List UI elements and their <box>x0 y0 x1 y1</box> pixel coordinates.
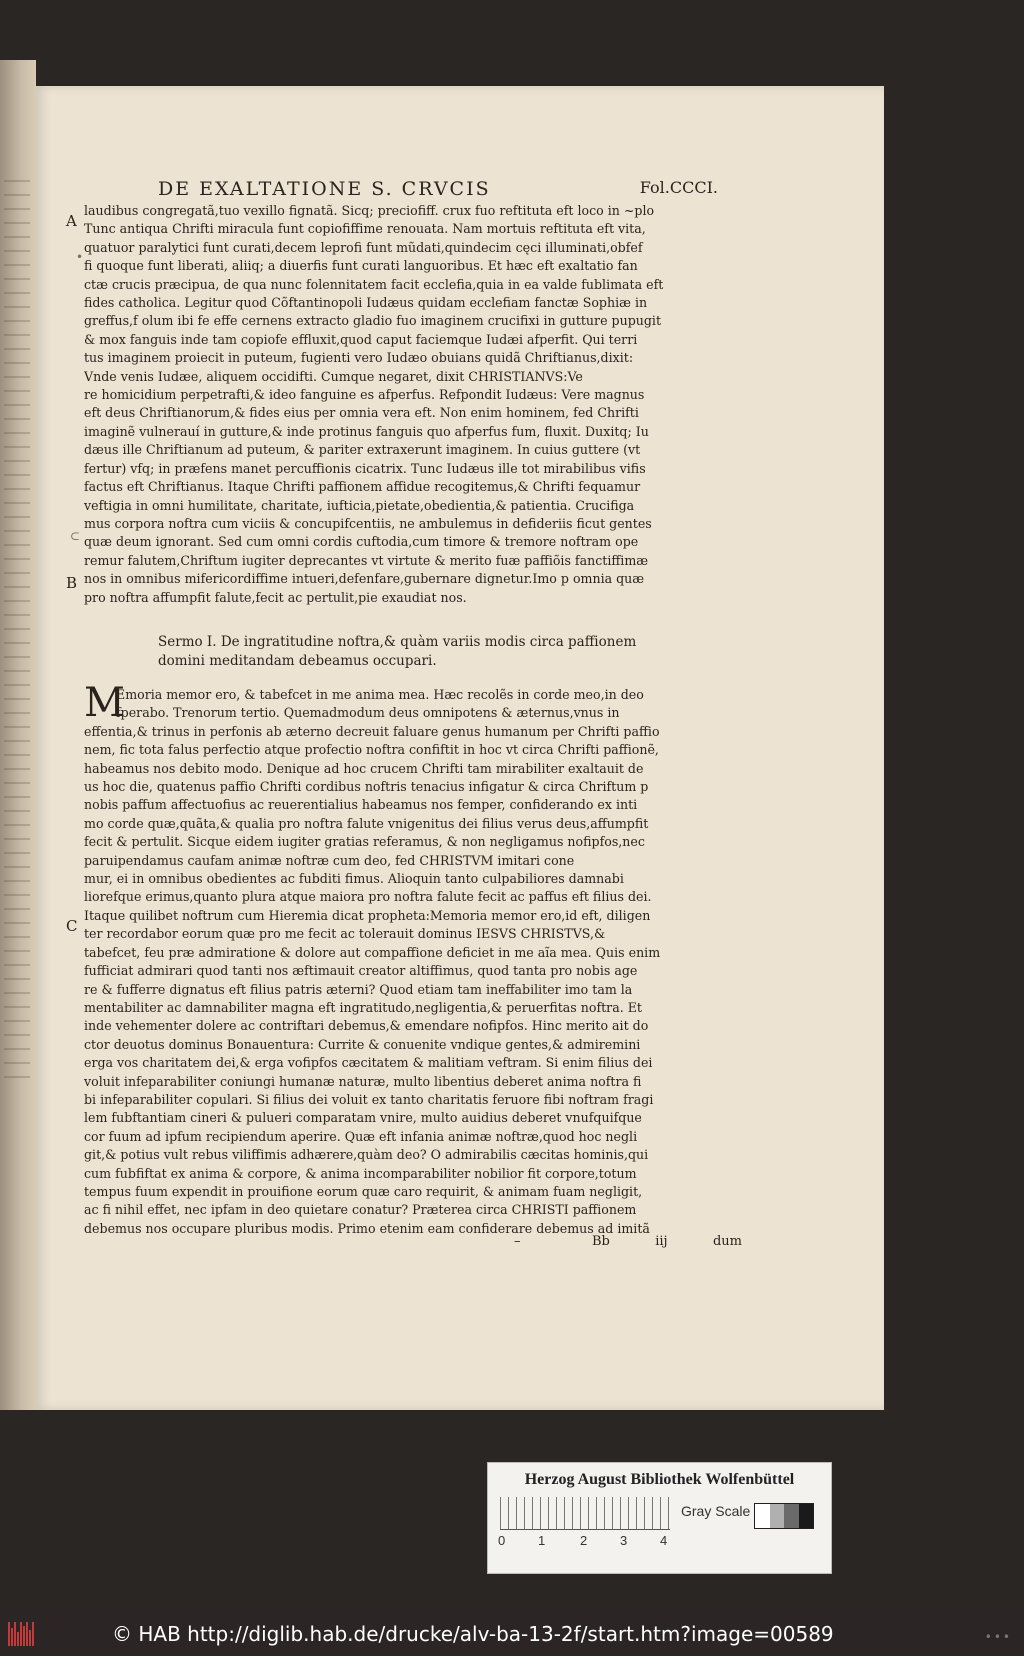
text-line: fperabo. Trenorum tertio. Quemadmodum deus omnipotens & æternus,vnus in <box>116 705 620 721</box>
header-title: DE EXALTATIONE S. CRVCIS <box>158 178 491 200</box>
text-line: us hoc die, quatenus paffio Chrifti cordibus noftris tenacius infigatur & circa Chriftum p <box>84 779 649 795</box>
text-line: eft deus Chriftianorum,& fides eius per omnia vera eft. Non enim hominem, fed Chrifti <box>84 405 639 421</box>
text-line: re & fufferre dignatus eft filius patris æterni? Quod etiam tam ineffabiliter imo tam la <box>84 981 633 997</box>
facing-page-text-edge <box>4 180 30 1080</box>
text-line: erga vos charitatem dei,& erga vofipfos cæcitatem & malitiam veftram. Si enim filius dei <box>84 1055 653 1071</box>
text-line: Tunc antiqua Chrifti miracula funt copiofiffime renouata. Nam mortuis reftituta eft vita, <box>84 221 646 237</box>
text-line: nobis paffum affectuofius ac reuerentialius habeamus nos femper, confiderando ex inti <box>84 797 638 813</box>
text-line: tabefcet, feu præ admiratione & dolore aut compaffione deficiet in me aĩa mea. Quis enim <box>84 944 661 960</box>
text-line: Itaque quilibet noftrum cum Hieremia dicat propheta:Memoria memor ero,id eft, diligen <box>84 907 651 923</box>
signature-mark: Bb <box>592 1234 610 1249</box>
text-line: tempus fuum expendit in prouifione eorum quæ caro requirit, & animam fuam negligit, <box>84 1183 643 1199</box>
gray-patch-mid <box>784 1504 799 1528</box>
ruler-scale <box>500 1497 670 1530</box>
facing-page-edge <box>0 60 36 1410</box>
margin-mark: ⊂ <box>70 529 81 543</box>
hab-logo-icon <box>8 1622 46 1646</box>
text-line: cor fuum ad ipfum recipiendum aperire. Quæ eft infania animæ noftræ,quod hoc negli <box>84 1128 638 1144</box>
text-line: debemus nos occupare pluribus modis. Primo etenim eam confiderare debemus ad imitã <box>84 1220 650 1236</box>
text-line: effentia,& trinus in perfonis ab æterno decreuit faluare genus humanum per Chrifti paffio <box>84 723 660 739</box>
text-line: greffus,f olum ibi fe effe cernens extracto gladio fuo imaginem crucifixi in gutture pupugit <box>84 313 662 329</box>
text-line: & mox fanguis inde tam copiofe effluxit,quod caput faciemque Iudæi afperfit. Qui terri <box>84 331 638 347</box>
margin-letter-a: A <box>66 212 77 230</box>
text-line: paruipendamus caufam animæ noftræ cum deo, fed CHRISTVM imitari cone <box>84 852 575 868</box>
text-line: fufficiat admirari quod tanti nos æftimauit creator altiffimus, quod tanta pro nobis age <box>84 963 638 979</box>
text-line: mus corpora noftra cum viciis & concupifcentiis, ne ambulemus in defideriis ficut gentes <box>84 515 652 531</box>
text-line: quæ deum ignorant. Sed cum omni cordis cuftodia,cum timore & tremore noftram ope <box>84 534 639 550</box>
signature-line <box>592 1234 742 1249</box>
gray-scale-label: Gray Scale <box>681 1503 751 1519</box>
text-line: Vnde venis Iudæe, aliquem occidifti. Cumque negaret, dixit CHRISTIANVS:Ve <box>84 368 583 384</box>
text-line: mo corde quæ,quãta,& qualia pro noftra falute vnigenitus dei filius verus deus,affumpfit <box>84 815 649 831</box>
text-line: git,& potius vult rebus viliffimis adhærere,quàm deo? O admirabilis cæcitas hominis,qui <box>84 1147 649 1163</box>
signature-number: iij <box>655 1234 668 1249</box>
text-line: imaginẽ vulnerauí in gutture,& inde protinus fanguis quo afperfus fum, fluxit. Duxitq; Iu <box>84 423 649 439</box>
text-line: bi infeparabiliter copulari. Si filius dei voluit ex tanto charitatis feruore fibi noftram fragi <box>84 1091 654 1107</box>
text-line: ctæ crucis præcipua, de qua nunc folennitatem facit ecclefia,quia in ea valde fublimata eft <box>84 276 664 292</box>
text-line: fertur) vfq; in præfens manet percuffionis cicatrix. Tunc Iudæus ille tot mirabilibus vifis <box>84 460 646 476</box>
sermon-heading-line: Sermo I. De ingratitudine noftra,& quàm variis modis circa paffionem <box>158 634 637 650</box>
gray-patch-light <box>770 1504 785 1528</box>
text-line: pro noftra affumpfit falute,fecit ac pertulit,pie exaudiat nos. <box>84 589 467 605</box>
copyright-url: © HAB http://diglib.hab.de/drucke/alv-ba-13-2f/start.htm?image=00589 <box>112 1622 834 1646</box>
running-header <box>158 178 718 202</box>
text-line: factus eft Chriftianus. Itaque Chrifti paffionem affidue recogitemus,& Chrifti fequamur <box>84 479 641 495</box>
gray-scale-swatch <box>754 1503 814 1529</box>
text-line: veftigia in omni humilitate, charitate, iufticia,pietate,obedientia,& patientia. Crucifiga <box>84 497 635 513</box>
sermon-heading <box>158 633 678 671</box>
text-line: fi quoque funt liberati, aliiq; a diuerfis funt curati languoribus. Et hæc eft exaltatio fan <box>84 258 638 274</box>
text-line: re homicidium perpetrafti,& ideo fanguine es afperfus. Refpondit Iudæus: Vere magnus <box>84 387 645 403</box>
library-name: Herzog August Bibliothek Wolfenbüttel <box>524 1471 795 1488</box>
text-line: fides catholica. Legitur quod Cõftantinopoli Iudæus quidam ecclefiam fanctæ Sophiæ in <box>84 295 648 311</box>
margin-letter-b: B <box>66 574 78 592</box>
text-line: habeamus nos debito modo. Denique ad hoc crucem Chrifti tam mirabiliter exaltauit de <box>84 760 644 776</box>
footer-mark: – <box>514 1234 521 1249</box>
ruler-number: 3 <box>620 1533 628 1548</box>
text-block-continuation <box>84 202 724 607</box>
text-line: cum fubfiftat ex anima & corpore, & anima incomparabiliter nobilior fit corpore,totum <box>84 1165 637 1181</box>
ruler-number: 4 <box>660 1533 668 1548</box>
text-line: inde vehementer dolere ac contriftari debemus,& emendare nofipfos. Hinc merito ait do <box>84 1018 649 1034</box>
text-line: remur falutem,Chriftum iugiter deprecantes vt virtute & merito fuæ paffiõis fanctiffimæ <box>84 552 649 568</box>
text-line: lem fubftantiam cineri & pulueri comparatam vnire, multo auidius deberet vnufquifque <box>84 1110 642 1126</box>
footer-dots-icon: ••• <box>984 1630 1012 1644</box>
folio-number: Fol.CCCI. <box>639 178 718 197</box>
text-line: ter recordabor eorum quæ pro me fecit ac tolerauit dominus IESVS CHRISTVS,& <box>84 926 606 942</box>
text-line: tus imaginem proiecit in puteum, fugienti vero Iudæo obuians quidã Chriftianus,dixit: <box>84 350 634 366</box>
text-line: fecit & pertulit. Sicque eidem iugiter gratias referamus, & non negligamus nofipfos,nec <box>84 834 645 850</box>
catchword: dum <box>712 1234 742 1249</box>
ruler-number: 1 <box>538 1533 546 1548</box>
text-line: voluit infeparabiliter coniungi humanæ naturæ, multo libentius deberet anima noftra fi <box>84 1073 642 1089</box>
drop-capital: M <box>84 680 125 726</box>
margin-mark: • <box>76 250 84 264</box>
text-line: liorefque erimus,quanto plura atque maiora pro noftra falute fecit ac paffus eft filius dei. <box>84 889 652 905</box>
text-line: nos in omnibus mifericordiffime intueri,defenfare,gubernare dignetur.Imo p omnia quæ <box>84 571 645 587</box>
text-line: mentabiliter ac damnabiliter magna eft ingratitudo,negligentia,& peruerfitas noftra. Et <box>84 999 642 1015</box>
text-line: ac fi nihil effet, nec ipfam in deo quietare conatur? Præterea circa CHRISTI paffionem <box>84 1202 637 1218</box>
margin-letter-c: C <box>66 917 78 935</box>
viewer-footer-bar <box>0 1612 1024 1656</box>
text-line: quatuor paralytici funt curati,decem leprofi funt mũdati,quindecim cęci illuminati,obfef <box>84 239 643 255</box>
text-line: dæus ille Chriftianum ad puteum, & pariter extraxerunt imaginem. In cuius guttere (vt <box>84 442 641 458</box>
gray-patch-dark <box>799 1504 814 1528</box>
text-block-sermon <box>84 680 724 1238</box>
text-line: ctor deuotus dominus Bonauentura: Currite & conuenite vndique gentes,& admiremini <box>84 1036 641 1052</box>
ruler-number: 2 <box>580 1533 588 1548</box>
text-line: Emoria memor ero, & tabefcet in me anima mea. Hæc recolẽs in corde meo,in deo <box>116 687 644 702</box>
text-line: mur, ei in omnibus obedientes ac fubditi fimus. Alioquin tanto culpabiliores damnabi <box>84 871 624 887</box>
book-page <box>36 86 884 1410</box>
text-line: laudibus congregatã,tuo vexillo fignatã. Sicq; preciofiff. crux fuo reftituta eft loco in ~plo <box>84 203 655 218</box>
gray-patch-white <box>755 1504 770 1528</box>
ruler-number: 0 <box>498 1533 506 1548</box>
color-scale-card <box>487 1462 832 1574</box>
text-line: nem, fic tota falus perfectio atque profectio noftra confiftit in hoc vt circa Chrifti paffionẽ, <box>84 742 659 758</box>
sermon-heading-line: domini meditandam debeamus occupari. <box>158 653 437 669</box>
